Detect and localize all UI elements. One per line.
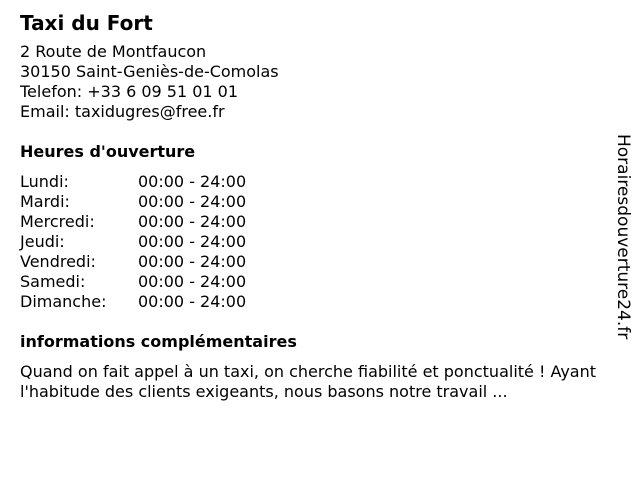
time-range: 00:00 - 24:00 (138, 212, 247, 231)
hours-row-vendredi (20, 252, 610, 272)
email-address[interactable]: Email: taxidugres@free.fr (20, 102, 225, 121)
hours-row-dimanche (20, 292, 610, 312)
hours-row-lundi (20, 172, 610, 192)
hours-heading: Heures d'ouverture (20, 142, 196, 161)
time-range: 00:00 - 24:00 (138, 292, 247, 311)
time-range: 00:00 - 24:00 (138, 172, 247, 191)
hours-row-mardi (20, 192, 610, 212)
day-label: Jeudi: (20, 232, 65, 251)
day-label: Dimanche: (20, 292, 107, 311)
time-range: 00:00 - 24:00 (138, 252, 247, 271)
hours-table (20, 172, 610, 312)
time-range: 00:00 - 24:00 (138, 272, 247, 291)
day-label: Lundi: (20, 172, 69, 191)
street-address: 2 Route de Montfaucon (20, 42, 207, 61)
time-range: 00:00 - 24:00 (138, 192, 247, 211)
day-label: Vendredi: (20, 252, 96, 271)
day-label: Mercredi: (20, 212, 95, 231)
business-card (20, 10, 610, 402)
info-description: Quand on fait appel à un taxi, on cherche fiabilité et ponctualité ! Ayant l'habitude des clients exigeants, nous basons notre travail ... (20, 362, 597, 401)
hours-row-samedi (20, 272, 610, 292)
hours-row-jeudi (20, 232, 610, 252)
info-heading: informations complémentaires (20, 332, 297, 351)
day-label: Mardi: (20, 192, 70, 211)
time-range: 00:00 - 24:00 (138, 232, 247, 251)
phone-number[interactable]: Telefon: +33 6 09 51 01 01 (20, 82, 239, 101)
day-label: Samedi: (20, 272, 86, 291)
site-link[interactable]: Horairesdouverture24.fr (613, 134, 633, 340)
address-block (20, 42, 610, 122)
business-name: Taxi du Fort (20, 11, 153, 35)
city-address: 30150 Saint-Geniès-de-Comolas (20, 62, 279, 81)
hours-row-mercredi (20, 212, 610, 232)
